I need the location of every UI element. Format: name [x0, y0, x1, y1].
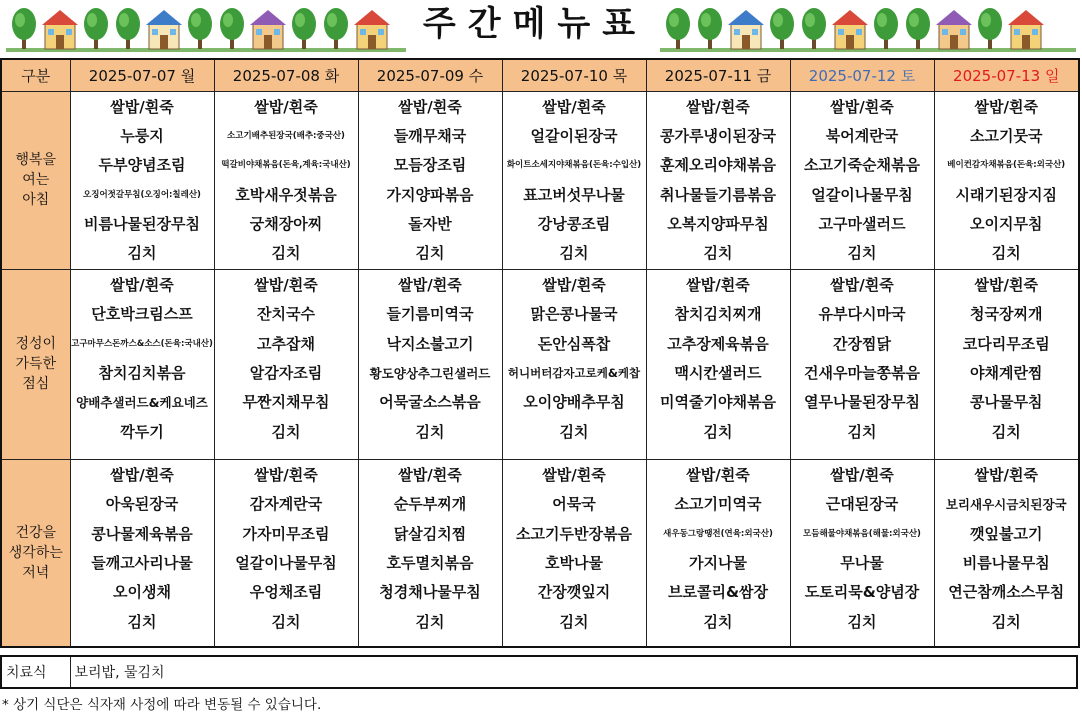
menu-item: 호박새우젓볶음: [235, 185, 337, 204]
date-header: 2025-07-09 수: [358, 59, 502, 91]
menu-item: 야채계란찜: [970, 364, 1043, 383]
menu-item: 브로콜리&쌈장: [667, 583, 769, 602]
menu-cell: [358, 91, 502, 269]
date-header-row: [1, 59, 1079, 91]
meal-label: [1, 91, 70, 269]
house-icon: [354, 10, 390, 49]
meal-row-dinner: [1, 459, 1079, 647]
menu-item: 가지나물: [689, 554, 747, 573]
tree-icon: [116, 8, 140, 49]
house-icon: [146, 10, 182, 49]
menu-item: 유부다시마국: [818, 305, 906, 324]
menu-item: 쌀밥/흰죽: [974, 465, 1038, 484]
menu-item: 김치: [991, 244, 1021, 263]
meal-label: [1, 269, 70, 459]
menu-item: 열무나물된장무침: [804, 393, 920, 412]
tree-icon: [188, 8, 212, 49]
tree-icon: [770, 8, 794, 49]
menu-item: 오이지무침: [970, 215, 1043, 234]
menu-item: 쌀밥/흰죽: [686, 465, 750, 484]
menu-item: 들기름미역국: [386, 305, 474, 324]
menu-cell: [934, 269, 1079, 459]
menu-item: 궁채장아찌: [249, 215, 323, 234]
meal-label-line: 저녁: [22, 565, 50, 582]
date-header: 2025-07-08 화: [214, 59, 358, 91]
menu-item: 쌀밥/흰죽: [542, 275, 606, 294]
menu-item: 쌀밥/흰죽: [830, 275, 894, 294]
therapy-label: 치료식: [1, 656, 70, 688]
tree-icon: [666, 8, 690, 49]
menu-cell: [358, 459, 502, 647]
menu-item: 우엉채조림: [249, 583, 323, 602]
menu-cell: [790, 91, 934, 269]
menu-cell: [502, 269, 646, 459]
menu-item: 알감자조림: [249, 364, 323, 383]
meal-label-line: 생각하는: [8, 545, 63, 562]
menu-item: 오이양배추무침: [523, 393, 625, 412]
menu-item: 쌀밥/흰죽: [686, 97, 750, 116]
menu-item: 무짠지채무침: [242, 393, 330, 412]
menu-item: 김치: [847, 244, 877, 263]
meal-row-lunch: [1, 269, 1079, 459]
menu-cell: [70, 459, 214, 647]
date-header: 2025-07-10 목: [502, 59, 646, 91]
menu-cell: [70, 269, 214, 459]
menu-item: 잔치국수: [257, 305, 315, 324]
tree-icon: [324, 8, 348, 49]
house-icon: [250, 10, 286, 49]
menu-cell: [214, 269, 358, 459]
menu-item: 김치: [271, 244, 301, 263]
menu-item: 아욱된장국: [105, 495, 179, 514]
menu-item: 소고기배추된장국(배추:중국산): [227, 130, 345, 141]
corner-label: 구분: [1, 59, 70, 91]
menu-item: 김치: [127, 244, 157, 263]
menu-cell: [502, 459, 646, 647]
date-header-sunday: 2025-07-13 일: [934, 59, 1079, 91]
menu-item: 쌀밥/흰죽: [398, 465, 462, 484]
menu-item: 순두부찌개: [393, 495, 467, 514]
menu-item: 참치김치찌개: [674, 305, 762, 324]
menu-item: 모듬해물야채볶음(해물:외국산): [803, 528, 921, 539]
page-header: [0, 0, 1082, 56]
therapy-diet-table: [0, 655, 1078, 689]
menu-item: 김치: [991, 422, 1021, 441]
menu-item: 김치: [415, 422, 445, 441]
menu-item: 김치: [559, 244, 589, 263]
menu-item: 양배추샐러드&케요네즈: [76, 395, 208, 411]
menu-cell: [214, 91, 358, 269]
menu-item: 참치김치볶음: [98, 364, 186, 383]
menu-item: 간장찜닭: [833, 334, 891, 353]
menu-item: 김치: [847, 612, 877, 631]
menu-item: 화이트소세지야채볶음(돈육:수입산): [506, 160, 642, 171]
menu-cell: [70, 91, 214, 269]
menu-item: 맑은콩나물국: [530, 305, 618, 324]
menu-item: 떡갈비야채볶음(돈육,계육:국내산): [221, 160, 351, 171]
menu-item: 김치: [703, 422, 733, 441]
menu-item: 누룽지: [120, 126, 164, 145]
menu-item: 비름나물무침: [962, 554, 1050, 573]
menu-item: 얼갈이나물무침: [811, 185, 913, 204]
tree-icon: [802, 8, 826, 49]
menu-item: 김치: [127, 612, 157, 631]
menu-item: 콩나물무침: [970, 393, 1043, 412]
menu-item: 쌀밥/흰죽: [398, 275, 462, 294]
menu-item: 건새우마늘쫑볶음: [804, 364, 920, 383]
menu-item: 연근참깨소스무침: [948, 583, 1065, 602]
menu-cell: [934, 91, 1079, 269]
menu-item: 오징어젓갈무침(오징어:칠레산): [83, 189, 201, 200]
tree-icon: [84, 8, 108, 49]
menu-item: 돌자반: [408, 215, 452, 234]
menu-item: 쌀밥/흰죽: [110, 97, 174, 116]
meal-label-line: 가득한: [15, 356, 57, 373]
house-icon: [728, 10, 764, 49]
tree-icon: [292, 8, 316, 49]
menu-item: 김치: [559, 612, 589, 631]
menu-item: 들깨무채국: [393, 126, 467, 145]
menu-item: 콩가루냉이된장국: [660, 126, 776, 145]
footnote: * 상기 식단은 식자재 사정에 따라 변동될 수 있습니다.: [2, 697, 322, 713]
menu-item: 코다리무조림: [962, 334, 1050, 353]
menu-item: 김치: [415, 612, 445, 631]
menu-item: 호두멸치볶음: [386, 554, 474, 573]
menu-item: 시래기된장지짐: [955, 185, 1057, 204]
menu-item: 표고버섯무나물: [523, 185, 625, 204]
menu-cell: [502, 91, 646, 269]
menu-cell: [790, 459, 934, 647]
menu-item: 쌀밥/흰죽: [254, 97, 318, 116]
menu-item: 호박나물: [545, 554, 603, 573]
menu-cell: [646, 269, 790, 459]
menu-cell: [790, 269, 934, 459]
menu-item: 근대된장국: [825, 495, 899, 514]
menu-item: 훈제오리야채볶음: [660, 156, 776, 175]
menu-item: 깻잎불고기: [970, 524, 1043, 543]
menu-item: 비름나물된장무침: [84, 215, 200, 234]
menu-item: 쌀밥/흰죽: [974, 97, 1038, 116]
tree-icon: [698, 8, 722, 49]
menu-item: 어묵굴소스볶음: [379, 393, 481, 412]
menu-cell: [358, 269, 502, 459]
menu-item: 모듬장조림: [393, 156, 467, 175]
menu-item: 김치: [271, 612, 301, 631]
menu-item: 낙지소불고기: [386, 334, 474, 353]
menu-item: 오복지양파무침: [667, 215, 769, 234]
tree-icon: [874, 8, 898, 49]
village-decoration-left: [6, 2, 406, 52]
meal-label-line: 행복을: [15, 152, 57, 169]
menu-item: 고추장제육볶음: [667, 334, 769, 353]
menu-item: 강낭콩조림: [537, 215, 611, 234]
menu-item: 쌀밥/흰죽: [254, 275, 318, 294]
menu-item: 청경채나물무침: [379, 583, 481, 602]
meal-label-line: 아침: [22, 192, 50, 209]
village-decoration-right: [660, 2, 1076, 52]
house-icon: [1008, 10, 1044, 49]
menu-item: 쌀밥/흰죽: [830, 97, 894, 116]
menu-item: 쌀밥/흰죽: [974, 275, 1038, 294]
menu-cell: [934, 459, 1079, 647]
date-header: 2025-07-07 월: [70, 59, 214, 91]
menu-item: 감자계란국: [249, 495, 323, 514]
menu-item: 도토리묵&양념장: [804, 583, 920, 602]
menu-item: 김치: [415, 244, 445, 263]
menu-item: 북어계란국: [825, 126, 899, 145]
menu-item: 김치: [703, 244, 733, 263]
menu-item: 맥시칸샐러드: [674, 364, 762, 383]
menu-item: 김치: [703, 612, 733, 631]
meal-label: [1, 459, 70, 647]
date-header-saturday: 2025-07-12 토: [790, 59, 934, 91]
menu-item: 쌀밥/흰죽: [254, 465, 318, 484]
menu-item: 오이생채: [113, 583, 171, 602]
menu-item: 소고기뭇국: [970, 126, 1043, 145]
menu-item: 어묵국: [552, 495, 596, 514]
menu-item: 김치: [271, 422, 301, 441]
menu-item: 청국장찌개: [970, 305, 1043, 324]
menu-item: 들깨고사리나물: [91, 554, 193, 573]
menu-item: 가자미무조림: [242, 524, 330, 543]
tree-icon: [906, 8, 930, 49]
menu-item: 김치: [847, 422, 877, 441]
menu-item: 보리새우시금치된장국: [945, 497, 1067, 513]
menu-item: 고구마무스돈까스&소스(돈육:국내산): [71, 338, 213, 349]
menu-item: 고구마샐러드: [818, 215, 906, 234]
menu-item: 새우동그랑땡전(연육:외국산): [663, 528, 773, 539]
menu-item: 쌀밥/흰죽: [686, 275, 750, 294]
house-icon: [936, 10, 972, 49]
menu-item: 취나물들기름볶음: [660, 185, 776, 204]
menu-item: 쌀밥/흰죽: [110, 465, 174, 484]
menu-item: 소고기미역국: [674, 495, 762, 514]
menu-item: 쌀밥/흰죽: [398, 97, 462, 116]
menu-item: 베이컨감자채볶음(돈육:외국산): [947, 160, 1066, 171]
menu-item: 얼갈이나물무침: [235, 554, 337, 573]
menu-item: 쌀밥/흰죽: [542, 465, 606, 484]
meal-label-line: 여는: [22, 172, 50, 189]
menu-cell: [214, 459, 358, 647]
house-icon: [42, 10, 78, 49]
menu-item: 소고기죽순채볶음: [804, 156, 920, 175]
menu-item: 돈안심폭찹: [537, 334, 611, 353]
menu-item: 깍두기: [120, 422, 164, 441]
meal-label-line: 점심: [22, 376, 50, 393]
menu-item: 미역줄기야채볶음: [660, 393, 776, 412]
menu-item: 무나물: [840, 554, 884, 573]
menu-item: 두부양념조림: [98, 156, 186, 175]
menu-item: 허니버터감자고로케&케찹: [507, 366, 641, 381]
page-title: 주간메뉴표: [422, 4, 648, 44]
tree-icon: [220, 8, 244, 49]
tree-icon: [12, 8, 36, 49]
tree-icon: [978, 8, 1002, 49]
menu-item: 얼갈이된장국: [530, 126, 618, 145]
menu-item: 단호박크림스프: [91, 305, 193, 324]
menu-item: 콩나물제육볶음: [91, 524, 193, 543]
menu-item: 닭살김치찜: [393, 524, 467, 543]
date-header: 2025-07-11 금: [646, 59, 790, 91]
menu-item: 김치: [559, 422, 589, 441]
menu-item: 가지양파볶음: [386, 185, 474, 204]
menu-item: 쌀밥/흰죽: [542, 97, 606, 116]
weekly-menu-table: [0, 58, 1080, 648]
menu-cell: [646, 91, 790, 269]
menu-item: 고추잡채: [257, 334, 315, 353]
therapy-row: [1, 656, 1077, 688]
menu-item: 간장깻잎지: [537, 583, 611, 602]
menu-cell: [646, 459, 790, 647]
meal-label-line: 건강을: [15, 525, 57, 542]
menu-item: 황도양상추그린샐러드: [369, 366, 491, 382]
meal-row-breakfast: [1, 91, 1079, 269]
menu-item: 쌀밥/흰죽: [830, 465, 894, 484]
house-icon: [832, 10, 868, 49]
meal-label-line: 정성이: [15, 336, 57, 353]
menu-item: 소고기두반장볶음: [516, 524, 632, 543]
therapy-value: 보리밥, 물김치: [70, 656, 1077, 688]
menu-item: 김치: [991, 612, 1021, 631]
menu-item: 쌀밥/흰죽: [110, 275, 174, 294]
